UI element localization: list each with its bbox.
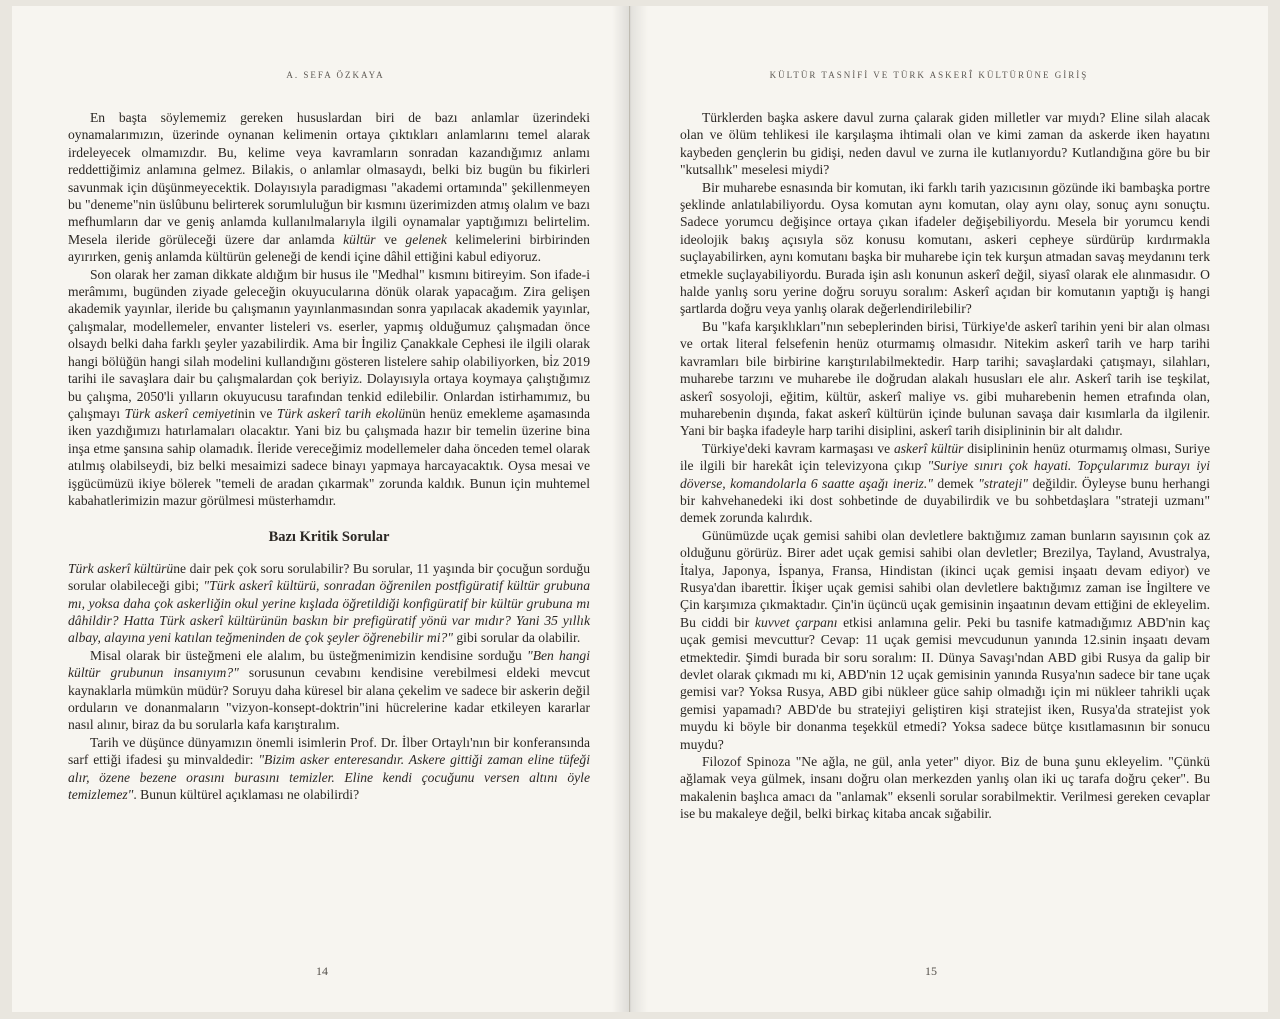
paragraph: En başta söylememiz gereken hususlardan biri de bazı anlamlar üzerindeki oynamalarımızın, üzerinde oynanan kelimenin ortaya çıktıkları anlamlarını temel alarak irdeleyecek olmamızdır. Bu, kelime veya kavramların sonradan kazandığımız anlamı reddettiğimiz anlamına gelmez. Bilakis, o anlamlar olmasaydı, belki biz bugün bu fikirleri savunmak için düşünmeyecektik. Dolayısıyla paradigması "akademi ortamında" şekillenmeyen bu "deneme"nin üslûbunu belirterek sorumluluğun bir kısmını üzerimizden atmış olalım ve bazı mefhumların dar ve geniş anlamda kullanılmalarıyla ilgili oynamalar yaptığımızı belirtelim. Mesela ileride görüleceği üzere dar anlamda kültür ve gelenek kelimelerini birbirinden ayırırken, geniş anlamda kültürün geleneği de kendi içine dâhil ettiğini kabul ediyoruz. (68, 110, 590, 265)
paragraph: Türk askerî kültürüne dair pek çok soru sorulabilir? Bu sorular, 11 yaşında bir çocuğun sorduğu sorular olabileceği gibi; "Türk askerî kültürü, sonradan öğrenilen postfigüratif kültür grubuna mı, yoksa daha çok askerliğin okul yerine kışlada öğretildiği konfigüratif bir kültür grubuna mı dâhildir? Hatta Türk askerî kültürünün baskın bir prefigüratif yönü var mıdır? Yani 35 yıllık albay, alayına yeni katılan teğmeninden de çok şeyler öğrenebilir mi?" gibi sorular da olabilir. (68, 560, 591, 646)
paragraph: Tarih ve düşünce dünyamızın önemli isimlerin Prof. Dr. İlber Ortaylı'nın bir konferansında sarf ettiği ifadesi şu minvaldedir: "Bizim asker enteresandır. Askere gittiği zaman eline tüfeği alır, özene bezene orasını burasını temizler. Eline kendi çocuğunu versen altını öyle temizlemez". Bunun kültürel açıklaması ne olabilirdi? (68, 734, 591, 803)
section-heading: Bazı Kritik Sorular (268, 529, 390, 546)
paragraph: Bir muharebe esnasında bir komutan, iki farklı tarih yazıcısının gözünde iki bambaşka portre şeklinde anlatılabiliyordu. Oysa komutan aynı komutan, olay aynı olay, sonuç aynı sonuçtu. Sadece yorumcu değişince ortaya çıkan ifadeler değişebiliyordu. Mesela bir yorumcu kendi ideolojik bakış açısıyla söz konusu komutanı, askeri cepheye sürdürüp kırdırmakla suçlayabilirken, aynı komutanı başka bir muharebe için tek kurşun atmadan savaş meydanını terk etmekle suçlayabiliyordu. Burada işin aslı konunun askerî değil, siyasî olarak ele alınmasıdır. O halde yanlış soru yerine doğru soruyu soralım: Askerî açıdan bir komutanın yaptığı iş hangi şartlarda doğru veya yanlış olarak değerlendirilebilir? (680, 179, 1210, 317)
running-head-right: KÜLTÜR TASNİFİ VE TÜRK ASKERÎ KÜLTÜRÜNE GİRİŞ (769, 70, 1089, 80)
left-page (12, 6, 630, 1012)
page-number-right: 15 (925, 964, 937, 978)
right-page (630, 6, 1268, 1012)
paragraph: Misal olarak bir üsteğmeni ele alalım, bu üsteğmenimizin kendisine sorduğu "Ben hangi kültür grubunun insanıyım?" sorusunun cevabını kendisine verebilmesi eldeki mevcut kaynaklarla mümkün müdür? Soruyu daha küresel bir alana çekelim ve sadece bir askerin değil orduların ve donanmaların "vizyon-konsept-doktrin"ini hücrelerine kadar etkileyen kararlar nasıl alınır, biraz da bu sorularla kafa karıştıralım. (68, 647, 590, 733)
left-page-body (68, 109, 590, 803)
page-number-left: 14 (316, 964, 328, 978)
paragraph: Türkiye'deki kavram karmaşası ve askerî kültür disiplininin henüz oturmamış olması, Suriye ile ilgili bir harekât için televizyona çıkıp "Suriye sınırı çok hayati. Topçularımız burayı iyi döverse, komandolarla 6 saatte aşağı ineriz." demek "strateji" değildir. Öyleyse bunu herhangi bir kahvehanedeki iki dost sohbetinde de duyabilirdik ve bu sohbetdaşlara "strateji uzmanı" demek zorunda kalırdık. (680, 440, 1211, 526)
running-head-left: A. SEFA ÖZKAYA (286, 70, 385, 80)
paragraph: Son olarak her zaman dikkate aldığım bir husus ile "Medhal" kısmını bitireyim. Son ifade-i merâmımı, bugünden ziyade geleceğin okuyucularına dönük olarak yapacağım. Zira gelişen akademik yayınlar, ileride bu çalışmanın yayınlanmasından sonra yapılacak akademik yayınlar, çalışmalar, modellemeler, envanter listeleri vs. eserler, yapmış olduğumuz çalışmadan önce olsaydı belki daha farklı şeyler yazabilirdik. Ama bir İngiliz Çanakkale Cephesi ile ilgili olarak hangi bölüğün hangi silah modelini kullandığını gösteren listelere sahip olabiliyorken, bi̇z 2019 tarihi ile savaşlara dair bu çalışmalardan çok beriyiz. Dolayısıyla ortaya koymaya çalıştığımız bu çalışma, 2050'li yılların okuyucusu tarafından tenkid edilebilir. Onlardan istirhamımız, bu çalışmayı Türk askerî cemiyetinin ve Türk askerî tarih ekolünün henüz emekleme aşamasında iken yazdığımızı hatırlamaları olacaktır. Yani biz bu çalışmada hazır bir temelin üzerine bina inşa etme şansına sahip olamadık. İleride vereceğimiz modellemeler daha önceden temel olarak atılmış olabilseydi, biz belki mesaimizi sadece binayı yapmaya harcayacaktık. Oysa mesai ve işgücümüzü ikiye bölerek "temeli de aradan çıkarmak" zorunda kaldık. Bunun için muhtemel kabahatlerimizin mazur görülmesi müsterhamdır. (68, 266, 590, 508)
paragraph: Türklerden başka askere davul zurna çalarak giden milletler var mıydı? Eline silah alacak olan ve ölüm tehlikesi ile karşılaşma ihtimali olan ve kimi zaman da askerde iken hayatını kaybeden gençlerin bu gidişi, neden davul ve zurna ile kutlanıyordu? Kutlandığına göre bu bir "kutsallık" meselesi miydi? (680, 110, 1210, 178)
paragraph: Günümüzde uçak gemisi sahibi olan devletlere baktığımız zaman bunların sayısının çok az olduğunu görürüz. Birer adet uçak gemisi sahibi olan devletler; Brezilya, Tayland, Avustralya, İtalya, Japonya, İspanya, Fransa, Hindistan (ikinci uçak gemisi inşaatı devam ediyor) ve Rusya'dan ibarettir. İkişer uçak gemisi sahibi olan devletlere baktığımız zaman ise İngiltere ve Çin karşımıza çıkmaktadır. Çin'in üçüncü uçak gemisinin inşaatının devam ettiğini de ekleyelim. Bu ciddi bir kuvvet çarpanı etkisi anlamına gelir. Peki bu tasnife katmadığımız ABD'nin kaç uçak gemisi mevcuttur? Cevap: 11 uçak gemisi mevcudunun yanında 12.sinin inşaatı devam etmektedir. Şimdi burada bir soru soralım: II. Dünya Savaşı'ndan ABD gibi Rusya da galip bir devlet olarak çıkmadı mı ki, ABD'nin 12 uçak gemisinin yanında Rusya'nın sadece bir tane uçak gemisi var? Yoksa Rusya, ABD gibi nükleer güce sahip olmadığı için mi nükleer tahrikli uçak gemisi yapamadı? ABD'de bu stratejiyi geliştiren kişi stratejist iken, Rusya'da stratejist yok muydu ki böyle bir donanma teşekkül etmedi? Yoksa sadece bütçe kısıtlamasının bir sonucu muydu? (680, 527, 1210, 752)
paragraph: Bu "kafa karşıklıkları"nın sebeplerinden birisi, Türkiye'de askerî tarihin yeni bir alan olması ve ortak literal felsefenin henüz oturmamış olmasıdır. Nitekim askerî tarih ve harp tarihi kavramları bile birbirine karıştırılabilmektedir. Harp tarihi; savaşlardaki çatışmayı, silahları, muharebe tarzını ve muharebe ile doğrudan alakalı hususları ele alır. Askerî tarih ise teşkilat, askerî sosyoloji, eğitim, kültür, askerî maliye vs. gibi muharebenin hemen etrafında olan, muharebenin dışında, fakat askerî kültürün içinde bulunan savaşa dair kısımlarla da ilgilenir. Yani bir başka ifadeyle harp tarihi disiplini, askerî tarih disiplininin bir alt dalıdır. (680, 318, 1210, 439)
paragraph: Filozof Spinoza "Ne ağla, ne gül, anla yeter" diyor. Biz de buna şunu ekleyelim. "Çünkü ağlamak veya gülmek, insanı doğru olan merkezden yanlış olan iki uç tarafa doğru çeker". Bu makalenin başlıca amacı da "anlamak" eksenli sorular sorabilmektir. Verilmesi gereken cevaplar ise bu makaleye değil, belki birkaç kitaba ancak sığabilir. (680, 754, 1210, 822)
right-page-body (680, 109, 1210, 823)
